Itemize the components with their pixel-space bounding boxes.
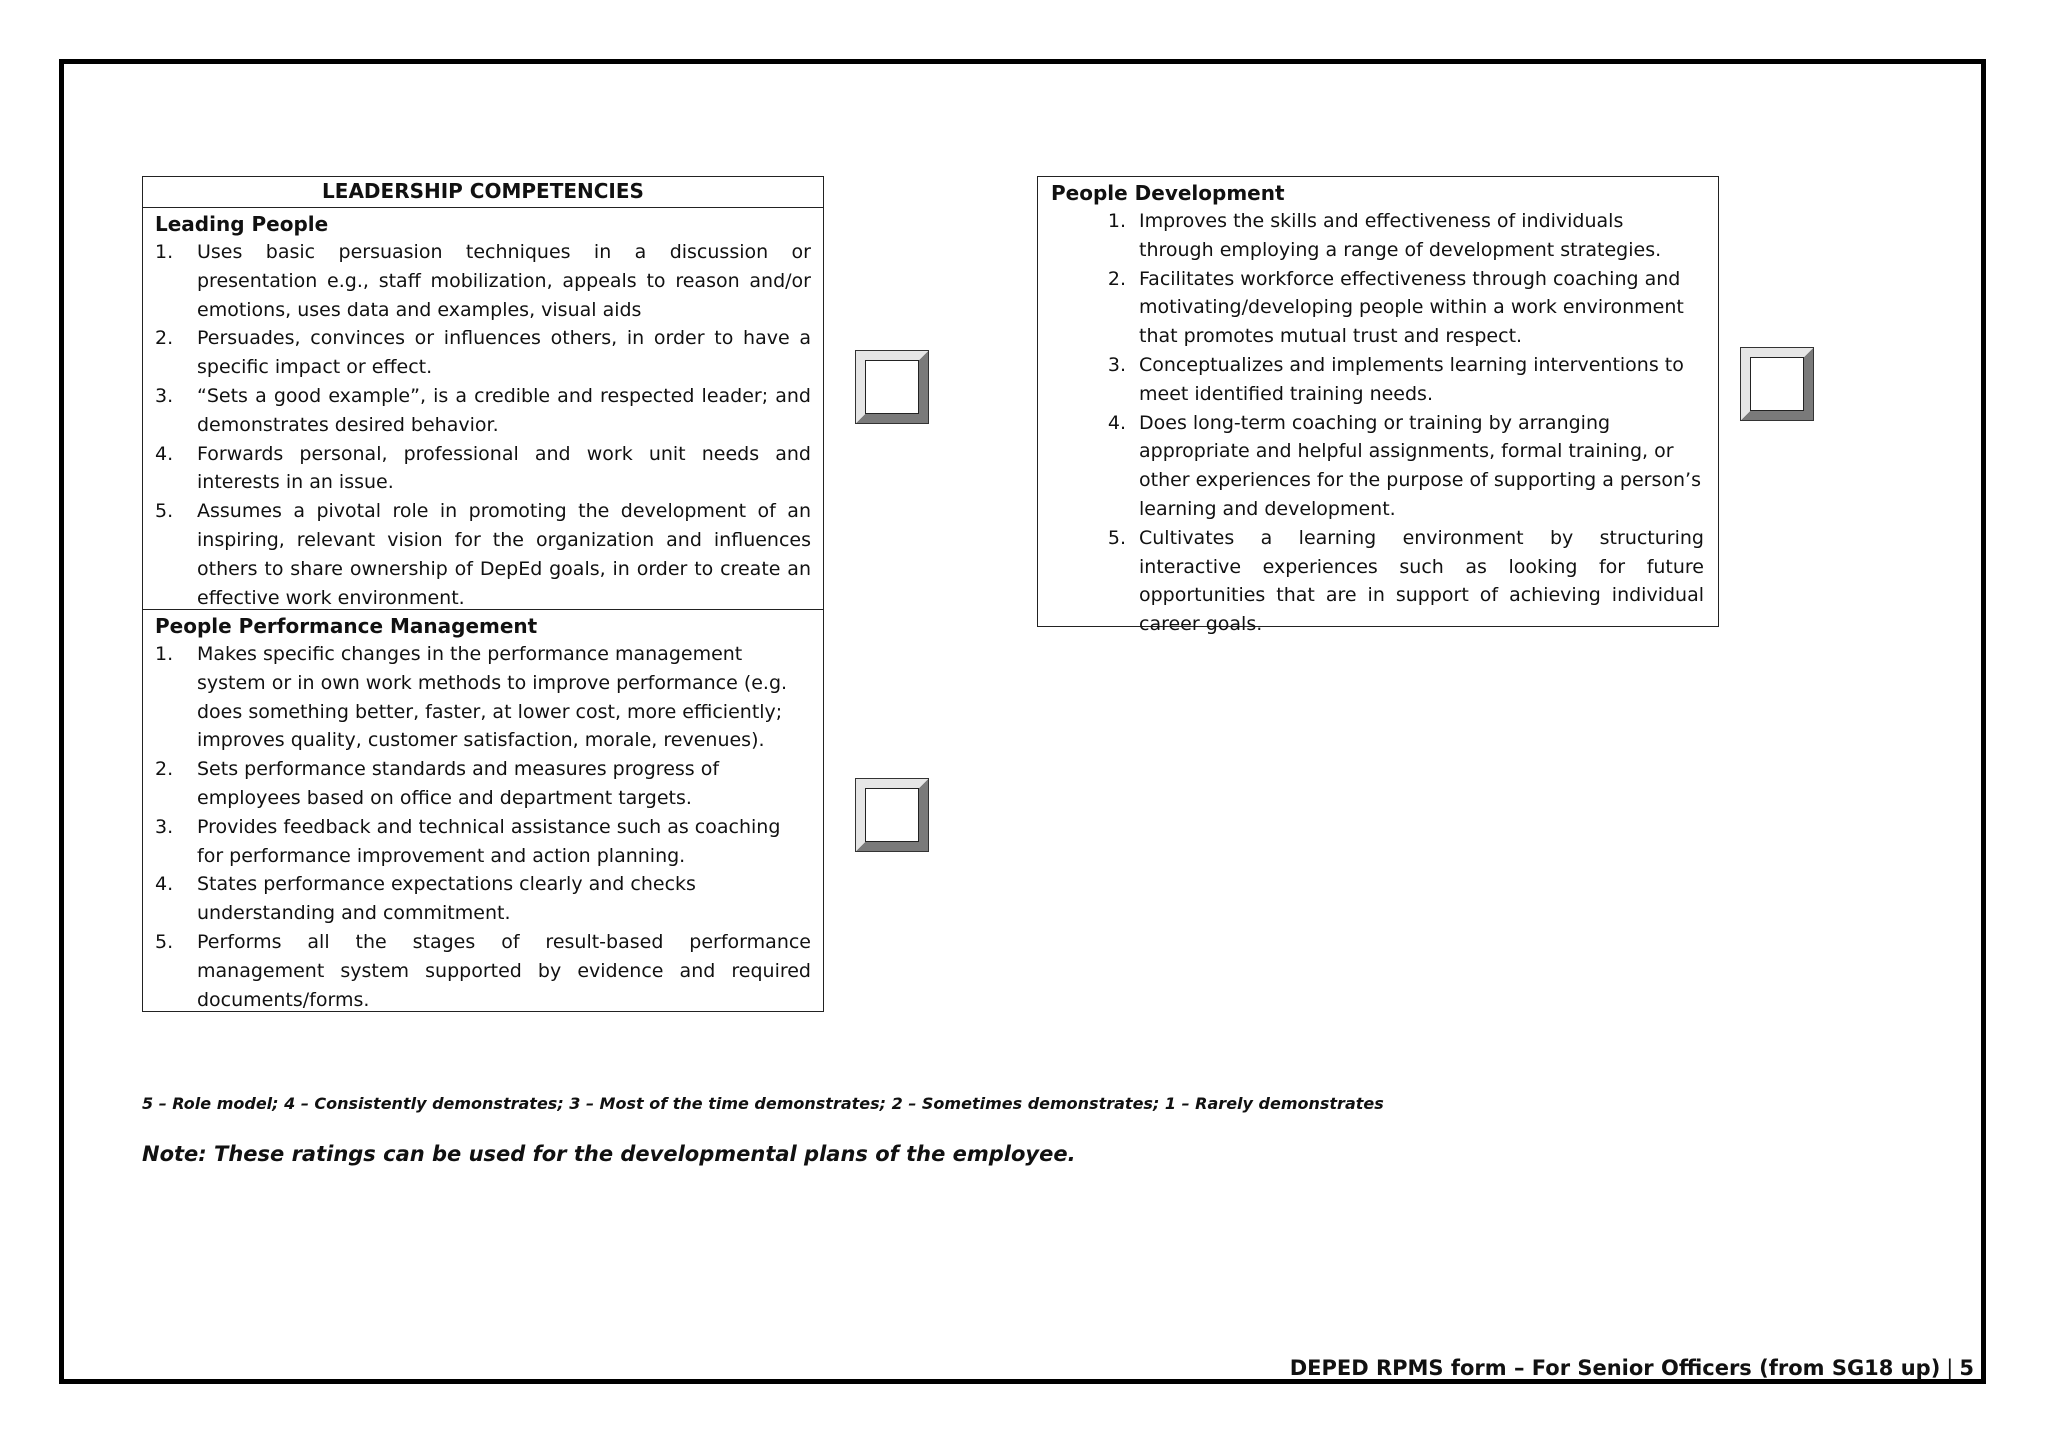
rating-scale-legend: 5 – Role model; 4 – Consistently demonstrates; 3 – Most of the time demonstrates; 2 – Sometimes demonstrates; 1 – Rarely demonstrates	[142, 1094, 1384, 1113]
section-title: People Performance Management	[155, 614, 538, 638]
leading-people-list	[155, 238, 811, 612]
list-item: 1. Uses basic persuasion techniques in a discussion or presentation e.g., staff mobilization, appeals to reason and/or emotions, uses data and examples, visual aids	[155, 241, 811, 321]
footer-separator: |	[1946, 1356, 1954, 1380]
page-number: 5	[1959, 1356, 1974, 1380]
list-item: 5. Performs all the stages of result-based performance management system supported by evidence and required documents/forms.	[155, 930, 811, 1011]
people-development-list	[1051, 207, 1704, 639]
leadership-competencies-table	[142, 176, 824, 1012]
table-header: LEADERSHIP COMPETENCIES	[143, 177, 823, 208]
people-development-rating-checkbox[interactable]	[1740, 347, 1814, 421]
people-development-box	[1037, 176, 1719, 636]
list-item: 1. Makes specific changes in the performance management system or in own work methods to improve performance (e.g. does something better, faster, at lower cost, more efficiently; improves quality, customer satisfaction, morale, revenues).	[155, 643, 788, 752]
ratings-note: Note: These ratings can be used for the developmental plans of the employee.	[142, 1142, 1076, 1166]
leading-people-rating-checkbox[interactable]	[855, 350, 929, 424]
people-performance-management-section	[143, 610, 823, 1011]
people-performance-list	[155, 640, 811, 1014]
list-item: 3. Conceptualizes and implements learning interventions to meet identified training needs.	[1107, 353, 1684, 405]
list-item: 4. Forwards personal, professional and work unit needs and interests in an issue.	[155, 442, 811, 494]
people-performance-rating-checkbox[interactable]	[855, 778, 929, 852]
list-item: 5. Cultivates a learning environment by structuring interactive experiences such as looking for future opportunities that are in support of achieving individual career goals.	[1107, 526, 1704, 636]
list-item: 1. Improves the skills and effectiveness of individuals through employing a range of development strategies.	[1107, 210, 1662, 261]
list-item: 2. Facilitates workforce effectiveness through coaching and motivating/developing people within a work environment that promotes mutual trust and respect.	[1107, 267, 1684, 348]
leading-people-section	[143, 208, 823, 610]
list-item: 2. Persuades, convinces or influences others, in order to have a specific impact or effect.	[155, 327, 811, 379]
form-title: DEPED RPMS form – For Senior Officers (from SG18 up)	[1289, 1356, 1941, 1380]
list-item: 4. States performance expectations clearly and checks understanding and commitment.	[155, 873, 696, 925]
list-item: 3. “Sets a good example”, is a credible and respected leader; and demonstrates desired behavior.	[155, 384, 811, 436]
section-title: People Development	[1051, 181, 1285, 205]
page-footer	[1290, 1356, 1974, 1380]
list-item: 3. Provides feedback and technical assistance such as coaching for performance improvement and action planning.	[155, 815, 781, 867]
list-item: 5. Assumes a pivotal role in promoting the development of an inspiring, relevant vision for the organization and influences others to share ownership of DepEd goals, in order to create an effective work environment.	[155, 500, 811, 609]
list-item: 2. Sets performance standards and measures progress of employees based on office and department targets.	[155, 758, 720, 809]
section-title: Leading People	[155, 212, 329, 236]
list-item: 4. Does long-term coaching or training by arranging appropriate and helpful assignments, formal training, or other experiences for the purpose of supporting a person’s learning and development.	[1107, 411, 1701, 520]
